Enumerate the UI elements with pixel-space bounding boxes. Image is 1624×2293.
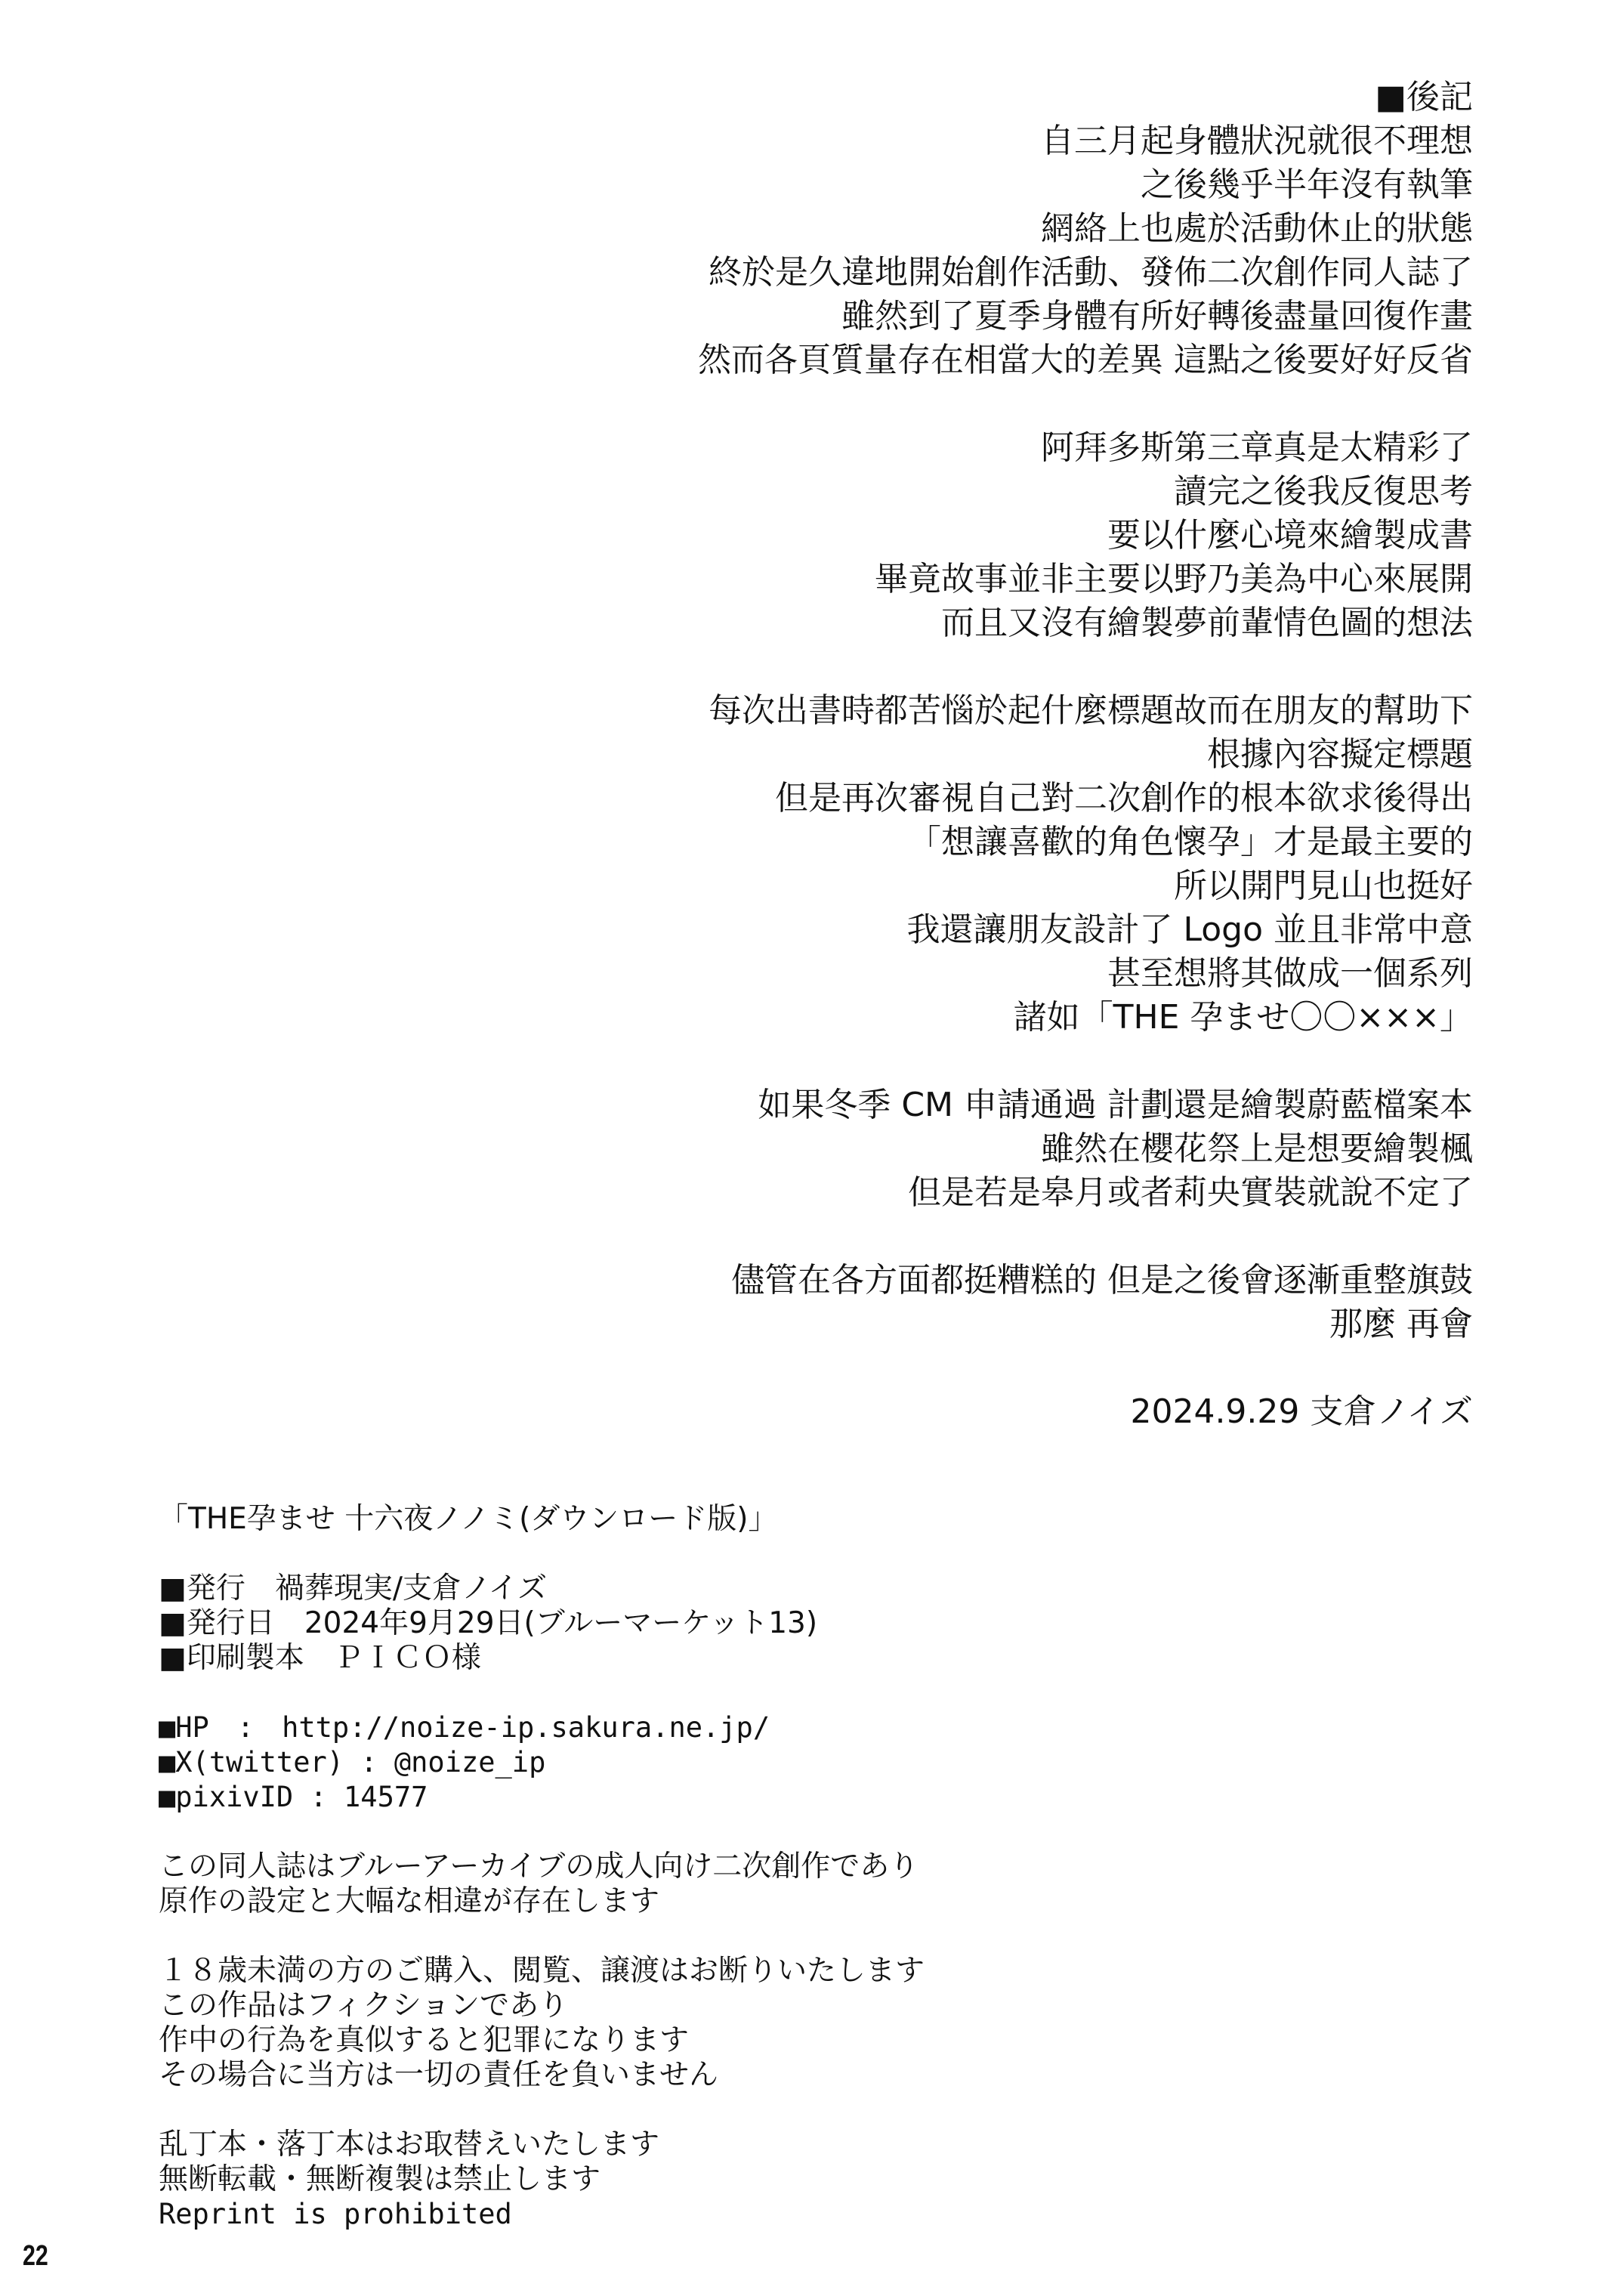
colophon-hp: ■HP : http://noize-ip.sakura.ne.jp/ (159, 1711, 770, 1744)
afterword-line: 所以開門見山也挺好 (1174, 867, 1473, 905)
afterword-line: 那麼 再會 (1329, 1305, 1473, 1343)
afterword-line: 如果冬季 CM 申請通過 計劃還是繪製蔚藍檔案本 (758, 1086, 1473, 1124)
paragraph-gap (340, 1215, 1473, 1259)
colophon-notice-line: １８歳未満の方のご購入、閲覧、譲渡はお断りいたします (159, 1954, 925, 1988)
paragraph-gap (340, 1040, 1473, 1083)
colophon-pixiv: ■pixivID : 14577 (159, 1781, 428, 1813)
colophon-gap (159, 2093, 1141, 2128)
colophon-section (159, 1502, 1141, 2232)
colophon-date: ■発行日 2024年9月29日(ブルーマーケット13) (159, 1606, 818, 1640)
colophon-printer: ■印刷製本 ＰＩＣＯ様 (159, 1641, 481, 1675)
colophon-notice-line: 乱丁本・落丁本はお取替えいたします (159, 2128, 660, 2162)
afterword-line: 之後幾乎半年沒有執筆 (1141, 165, 1473, 204)
afterword-line: 雖然到了夏季身體有所好轉後盡量回復作畫 (841, 297, 1473, 335)
afterword-line: 而且又沒有繪製夢前輩情色圖的想法 (941, 604, 1473, 642)
colophon-publisher: ■発行 禍葬現実/支倉ノイズ (159, 1571, 548, 1605)
afterword-line: 諸如「THE 孕ませ〇〇×××」 (1013, 998, 1473, 1037)
page-number: 22 (23, 2240, 48, 2272)
colophon-title: 「THE孕ませ 十六夜ノノミ(ダウンロード版)」 (159, 1502, 778, 1536)
colophon-twitter: ■X(twitter) : @noize_ip (159, 1746, 546, 1778)
afterword-line: 我還讓朋友設計了 Logo 並且非常中意 (906, 910, 1473, 949)
afterword-line: 讀完之後我反復思考 (1174, 472, 1473, 511)
afterword-line: 要以什麼心境來繪製成書 (1107, 516, 1473, 555)
colophon-notice-line: 原作の設定と大幅な相違が存在します (159, 1884, 660, 1918)
paragraph-gap (340, 645, 1473, 689)
colophon-reprint: Reprint is prohibited (159, 2198, 512, 2230)
colophon-gap (159, 1919, 1141, 1954)
afterword-line: 甚至想將其做成一個系列 (1107, 954, 1473, 993)
afterword-line: 終於是久違地開始創作活動、發佈二次創作同人誌了 (709, 253, 1473, 292)
colophon-notice-line: 作中の行為を真似すると犯罪になります (159, 2023, 690, 2057)
afterword-line: 自三月起身體狀況就很不理想 (1041, 122, 1473, 160)
colophon-gap (159, 1676, 1141, 1710)
afterword-line: 雖然在櫻花祭上是想要繪製楓 (1041, 1130, 1473, 1168)
colophon-notice-line: その場合に当方は一切の責任を負いません (159, 2058, 719, 2092)
afterword-line: 然而各頁質量存在相當大的差異 這點之後要好好反省 (698, 341, 1473, 379)
afterword-line: 但是再次審視自己對二次創作的根本欲求後得出 (775, 779, 1473, 817)
afterword-heading: ■後記 (1375, 78, 1473, 116)
afterword-line: 網絡上也處於活動休止的狀態 (1041, 209, 1473, 248)
afterword-line: 畢竟故事並非主要以野乃美為中心來展開 (875, 560, 1473, 598)
afterword-line: 每次出書時都苦惱於起什麼標題故而在朋友的幫助下 (709, 691, 1473, 730)
colophon-gap (159, 1537, 1141, 1571)
afterword-signature: 2024.9.29 支倉ノイズ (1130, 1392, 1473, 1431)
afterword-section (340, 76, 1473, 1434)
colophon-notice-line: この同人誌はブルーアーカイブの成人向け二次創作であり (159, 1850, 919, 1884)
afterword-line: 根據內容擬定標題 (1207, 735, 1473, 774)
afterword-line: 儘管在各方面都挺糟糕的 但是之後會逐漸重整旗鼓 (731, 1261, 1473, 1299)
afterword-line: 但是若是皋月或者莉央實裝就說不定了 (908, 1173, 1473, 1212)
paragraph-gap (340, 382, 1473, 426)
colophon-gap (159, 1815, 1141, 1850)
colophon-notice-line: 無断転載・無断複製は禁止します (159, 2162, 601, 2196)
colophon-notice-line: この作品はフィクションであり (159, 1989, 569, 2023)
afterword-line: 「想讓喜歡的角色懷孕」才是最主要的 (908, 823, 1473, 861)
afterword-line: 阿拜多斯第三章真是太精彩了 (1041, 428, 1473, 467)
